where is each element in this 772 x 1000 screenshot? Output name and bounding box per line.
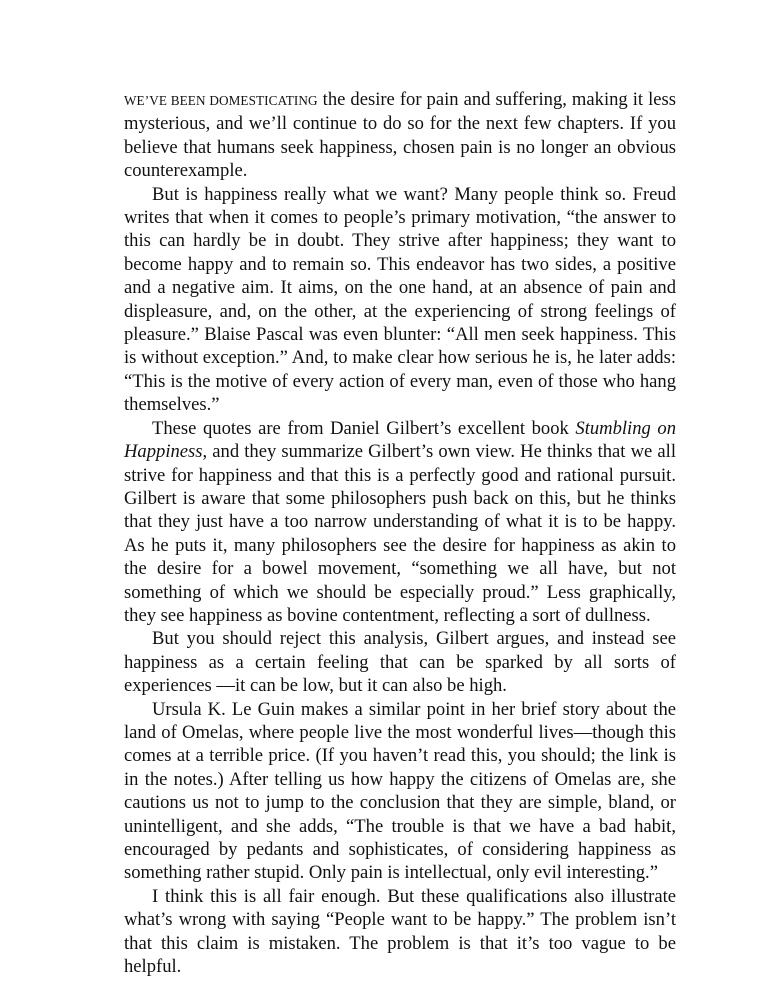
paragraph-4 [124,627,676,697]
paragraph-3-text-pre: These quotes are from Daniel Gilbert’s excellent book [152,417,576,439]
paragraph-5 [124,698,676,885]
paragraph-1 [124,88,676,183]
paragraph-2-text: But is happiness really what we want? Many people think so. Freud writes that when it comes to people’s primary motivation, “the answer to this can hardly be in doubt. They strive after happiness; they want to become happy and to remain so. This endeavor has two sides, a positive and a negative aim. It aims, on the one hand, at an absence of pain and displeasure, and, on the other, at the experiencing of strong feelings of pleasure.” Blaise Pascal was even blunter: “All men seek happiness. This is without exception.” And, to make clear how serious he is, he later adds: “This is the motive of every action of every man, even of those who hang themselves.” [124,183,676,416]
page-body [124,88,676,978]
book-title: Stumbling on Happiness [124,417,676,463]
paragraph-5-text: Ursula K. Le Guin makes a similar point in her brief story about the land of Omelas, where people live the most wonderful lives—though this comes at a terrible price. (If you haven’t read this, you should; the link is in the notes.) After telling us how happy the citizens of Omelas are, she cautions us not to jump to the conclusion that they are simple, bland, or unintelligent, and she adds, “The trouble is that we have a bad habit, encouraged by pedants and sophisticates, of considering happiness as something rather stupid. Only pain is intellectual, only evil interesting.” [124,698,676,884]
paragraph-1-text: the desire for pain and suffering, making it less mysterious, and we’ll continue to do so for the next few chapters. If you believe that humans seek happiness, chosen pain is no longer an obvious counterexample. [124,89,676,182]
paragraph-6 [124,885,676,979]
paragraph-2 [124,183,676,417]
paragraph-lead-smallcaps: WE’VE BEEN DOMESTICATING [124,93,318,108]
paragraph-3 [124,417,676,628]
paragraph-3-text-post: , and they summarize Gilbert’s own view. He thinks that we all strive for happiness and that this is a perfectly good and rational pursuit. Gilbert is aware that some philosophers push back on this, but he thinks that they just have a too narrow understanding of what it is to be happy. As he puts it, many philosophers see the desire for happiness as akin to the desire for a bowel movement, “something we all have, but not something of which we should be especially proud.” Less graphically, they see happiness as bovine contentment, reflecting a sort of dullness. [124,441,676,626]
paragraph-4-text: But you should reject this analysis, Gilbert argues, and instead see happiness as a certain feeling that can be sparked by all sorts of experiences —it can be low, but it can also be high. [124,628,676,697]
paragraph-6-text: I think this is all fair enough. But these qualifications also illustrate what’s wrong with saying “People want to be happy.” The problem isn’t that this claim is mistaken. The problem is that it’s too vague to be helpful. [124,885,676,978]
